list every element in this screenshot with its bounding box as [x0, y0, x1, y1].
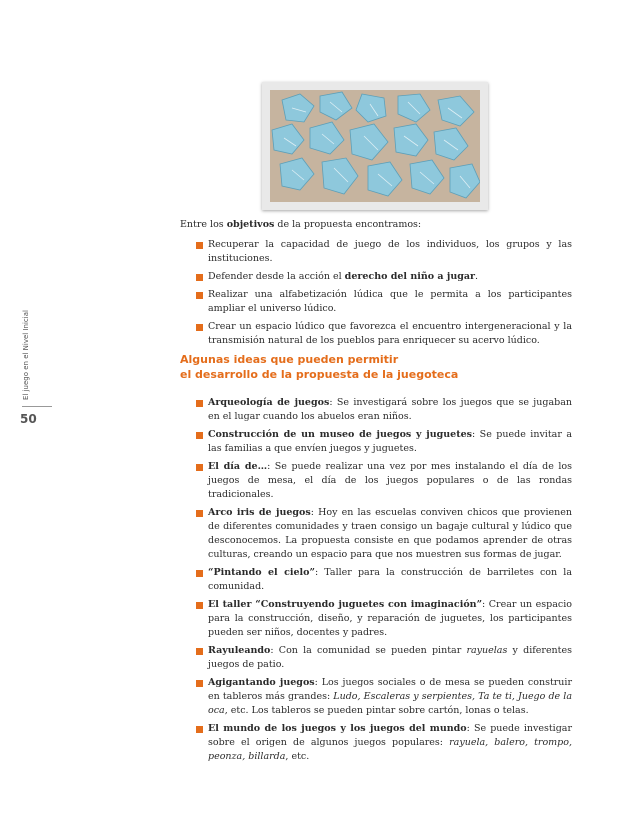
idea-text: : Con la comunidad se pueden pintar — [270, 645, 467, 656]
objective-text: . — [475, 271, 479, 282]
idea-text: , etc. — [285, 751, 310, 762]
idea-item — [180, 396, 572, 424]
idea-item — [180, 428, 572, 456]
idea-item — [180, 598, 572, 640]
objective-bold: derecho del niño a jugar — [344, 271, 476, 282]
idea-item — [180, 644, 572, 672]
idea-title: El día de… — [208, 461, 268, 472]
idea-item — [180, 566, 572, 594]
idea-item — [180, 676, 572, 718]
origami-photo — [270, 90, 480, 202]
objective-item — [180, 270, 572, 284]
main-content — [180, 218, 572, 768]
idea-text: : Crear un espacio para la construcción, diseño, y reparación de juguetes, los participantes pueden ser niños, docentes y padres. — [208, 599, 572, 638]
idea-item — [180, 722, 572, 764]
idea-text: : Taller para la construcción de barriletes con la comunidad. — [208, 567, 573, 592]
idea-title: Arco iris de juegos — [208, 507, 311, 518]
idea-text: : Se puede invitar a las familias a que envíen juegos y juguetes. — [208, 429, 573, 454]
idea-title: Agigantando juegos — [208, 677, 315, 688]
objective-text: Recuperar la capacidad de juego de los individuos, los grupos y las instituciones. — [208, 239, 572, 264]
objectives-list — [180, 238, 572, 348]
idea-text: : Se puede realizar una vez por mes instalando el día de los juegos de mesa, el día de los juegos populares o de las rondas tradicionales. — [208, 461, 572, 500]
idea-title: El taller “Construyendo juguetes con imaginación” — [208, 599, 483, 610]
idea-text: , etc. Los tableros se pueden pintar sobre cartón, lonas o telas. — [224, 705, 529, 716]
idea-italic: rayuela, balero, trompo, peonza, billarda — [208, 737, 573, 762]
intro-text-after: de la propuesta encontramos: — [274, 219, 422, 230]
objective-item — [180, 320, 572, 348]
idea-text: : Se investigará sobre los juegos que se jugaban en el lugar cuando los abuelos eran niños. — [208, 397, 572, 422]
photo-frame — [262, 82, 488, 210]
idea-item — [180, 506, 572, 562]
running-header — [22, 290, 34, 400]
page-number-rule — [22, 406, 52, 407]
ideas-list — [180, 396, 572, 764]
idea-title: Arqueología de juegos — [208, 397, 330, 408]
idea-title: El mundo de los juegos y los juegos del mundo — [208, 723, 467, 734]
idea-text: y diferentes juegos de patio. — [208, 645, 572, 670]
page-number: 50 — [20, 412, 37, 426]
objective-text: Defender desde la acción el — [208, 271, 345, 282]
idea-title: Rayuleando — [208, 645, 271, 656]
idea-title: “Pintando el cielo” — [208, 567, 315, 578]
section-heading — [180, 352, 572, 382]
idea-text: : Se puede investigar sobre el origen de algunos juegos populares: — [208, 723, 572, 748]
idea-item — [180, 460, 572, 502]
origami-photo-art — [270, 90, 480, 202]
idea-text: : Hoy en las escuelas conviven chicos que provienen de diferentes comunidades y traen consigo un bagaje cultural y lúdico que desconocemos. La propuesta consiste en que podamos aprender de otras culturas, creando un espacio para que nos muestren sus formas de jugar. — [208, 507, 572, 560]
idea-italic: Ludo, Escaleras y serpientes, Ta te ti, Juego de la oca — [208, 691, 572, 716]
objective-item — [180, 238, 572, 266]
objective-text: Crear un espacio lúdico que favorezca el encuentro intergeneracional y la transmisión natural de los pueblos para enriquecer su acervo lúdico. — [208, 321, 572, 346]
section-heading-line: el desarrollo de la propuesta de la juegoteca — [180, 368, 459, 381]
objective-text: Realizar una alfabetización lúdica que le permita a los participantes ampliar el universo lúdico. — [208, 289, 572, 314]
running-header-text: El juego en el Nivel Inicial — [22, 310, 30, 400]
intro-text-before: Entre los — [180, 219, 227, 230]
idea-text: : Los juegos sociales o de mesa se pueden construir en tableros más grandes: — [208, 677, 572, 702]
intro-text-bold: objetivos — [226, 219, 275, 230]
objective-item — [180, 288, 572, 316]
idea-title: Construcción de un museo de juegos y juguetes — [208, 429, 473, 440]
intro-paragraph — [180, 218, 572, 232]
idea-italic: rayuelas — [466, 645, 508, 656]
section-heading-line: Algunas ideas que pueden permitir — [180, 353, 399, 366]
